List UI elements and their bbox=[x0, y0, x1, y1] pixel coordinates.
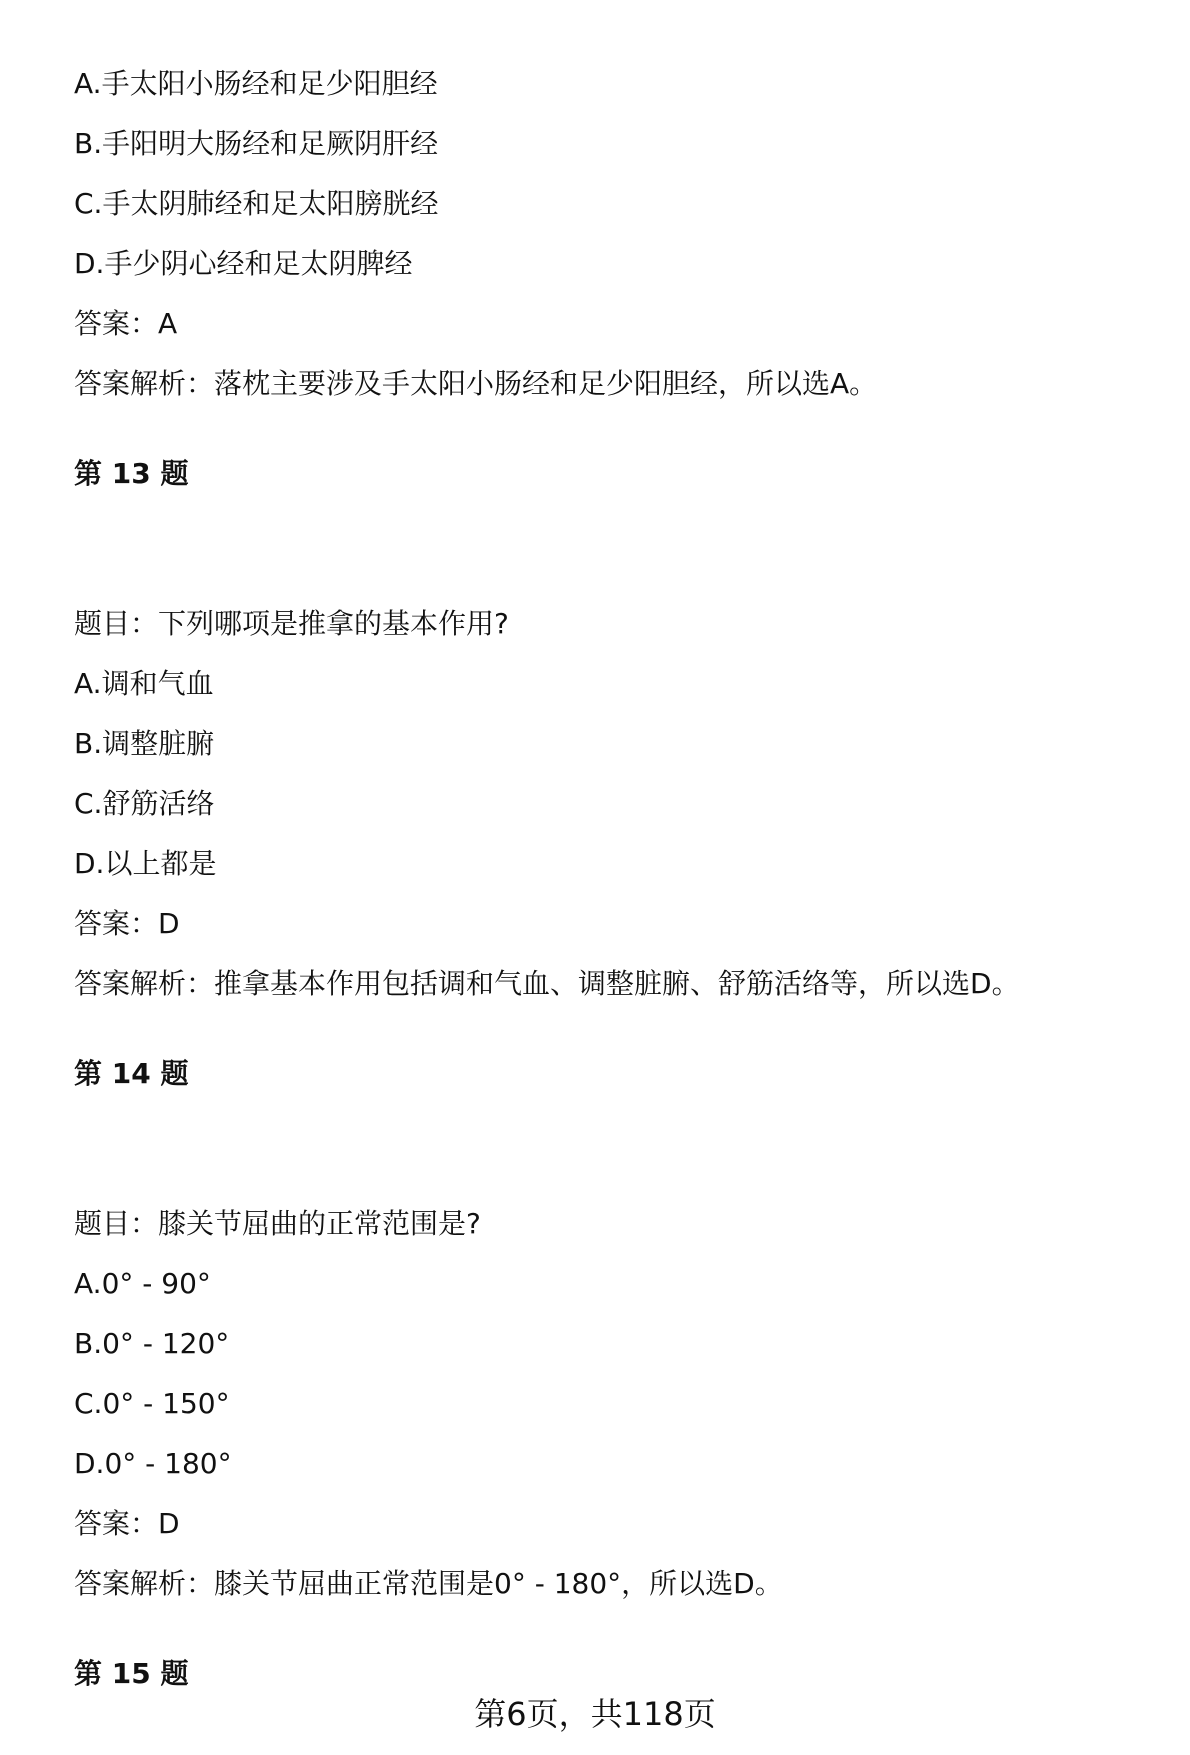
page-indicator: 第6页，共118页 bbox=[474, 1695, 716, 1733]
q13-option-c: C.舒筋活络 bbox=[74, 787, 215, 820]
q14-analysis: 答案解析：膝关节屈曲正常范围是0° - 180°，所以选D。 bbox=[74, 1567, 783, 1600]
q13-analysis: 答案解析：推拿基本作用包括调和气血、调整脏腑、舒筋活络等，所以选D。 bbox=[74, 967, 1020, 1000]
q14-question: 题目：膝关节屈曲的正常范围是? bbox=[74, 1207, 481, 1240]
q12-option-b: B.手阳明大肠经和足厥阴肝经 bbox=[74, 127, 439, 160]
q12-option-c: C.手太阴肺经和足太阳膀胱经 bbox=[74, 187, 439, 220]
q13-option-d: D.以上都是 bbox=[74, 847, 217, 880]
q14-option-b: B.0° - 120° bbox=[74, 1327, 230, 1360]
q15-heading: 第 15 题 bbox=[74, 1657, 189, 1690]
q12-answer: 答案：A bbox=[74, 307, 178, 340]
q14-answer: 答案：D bbox=[74, 1507, 180, 1540]
q12-analysis: 答案解析：落枕主要涉及手太阳小肠经和足少阳胆经，所以选A。 bbox=[74, 367, 878, 400]
q14-heading: 第 14 题 bbox=[74, 1057, 189, 1090]
q14-option-a: A.0° - 90° bbox=[74, 1267, 211, 1300]
q12-option-a: A.手太阳小肠经和足少阳胆经 bbox=[74, 67, 438, 100]
q13-question: 题目：下列哪项是推拿的基本作用? bbox=[74, 607, 509, 640]
q13-option-b: B.调整脏腑 bbox=[74, 727, 215, 760]
q13-answer: 答案：D bbox=[74, 907, 180, 940]
q13-heading: 第 13 题 bbox=[74, 457, 189, 490]
q14-option-d: D.0° - 180° bbox=[74, 1447, 232, 1480]
q14-option-c: C.0° - 150° bbox=[74, 1387, 230, 1420]
q12-option-d: D.手少阴心经和足太阴脾经 bbox=[74, 247, 413, 280]
q13-option-a: A.调和气血 bbox=[74, 667, 214, 700]
